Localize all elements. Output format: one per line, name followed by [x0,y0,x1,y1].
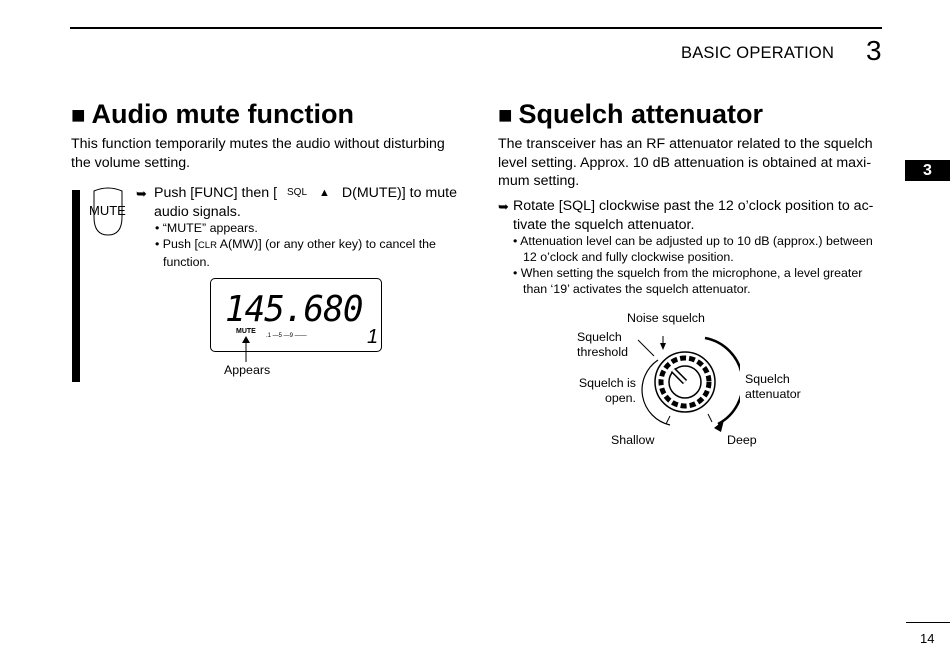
squelch-threshold-label: Squelch threshold [577,330,628,359]
section-number: 3 [866,35,882,66]
lcd-frequency: 145.680 [225,289,363,330]
lcd-mute-indicator: MUTE [236,328,256,335]
squelch-attenuator-heading: ■ Squelch attenuator [498,99,764,129]
square-bullet-icon: ■ [498,102,513,129]
deep-label: Deep [727,433,757,447]
page-number: 14 [920,631,935,646]
appears-arrow-icon [240,336,252,362]
squelch-attenuator-label: Squelch attenuator [745,372,801,401]
mute-step: Push [FUNC] then [ SQL ▲ D(MUTE)] to mute audio signals. [154,185,457,220]
header-rule [70,27,882,29]
shallow-label: Shallow [611,433,655,447]
audio-mute-intro: This function temporarily mutes the audio without disturbing the volume setting. [71,136,445,171]
mute-bullets: • “MUTE” appears. • Push [CLR A(MW)] (or any other key) to cancel the function. [155,221,436,269]
squelch-step: Rotate [SQL] clockwise past the 12 o’clock position to ac- tivate the squelch attenuator. [513,198,874,233]
appears-label: Appears [224,363,271,377]
arrow-bullet-icon: ➥ [498,199,509,214]
arrow-bullet-icon: ➥ [136,186,147,201]
noise-squelch-label: Noise squelch [627,311,705,325]
lcd-channel: 1 [367,326,379,348]
squelch-open-label: Squelch is open. [578,376,636,405]
audio-mute-heading: ■ Audio mute function [71,99,354,129]
mute-key-label: MUTE [89,203,126,218]
up-triangle-icon: ▲ [319,187,330,199]
chapter-tab: 3 [905,160,950,181]
squelch-intro: The transceiver has an RF attenuator related to the squelch level setting. Approx. 10 dB attenuation is obtained at maxi- mum setting. [498,136,873,189]
lcd-s-meter: .1 —5 —9 —— [266,333,307,339]
squelch-knob-diagram [630,320,740,440]
squelch-bullets: • Attenuation level can be adjusted up to 10 dB (approx.) between 12 o’clock and fully clockwise position. • When setting the squelch from the microphone, a level greater than ‘19’ activates the squelch attenuator. [513,234,873,296]
footer-rule [906,622,950,623]
section-title: BASIC OPERATION [681,44,835,62]
square-bullet-icon: ■ [71,102,86,129]
side-bar [72,190,80,382]
